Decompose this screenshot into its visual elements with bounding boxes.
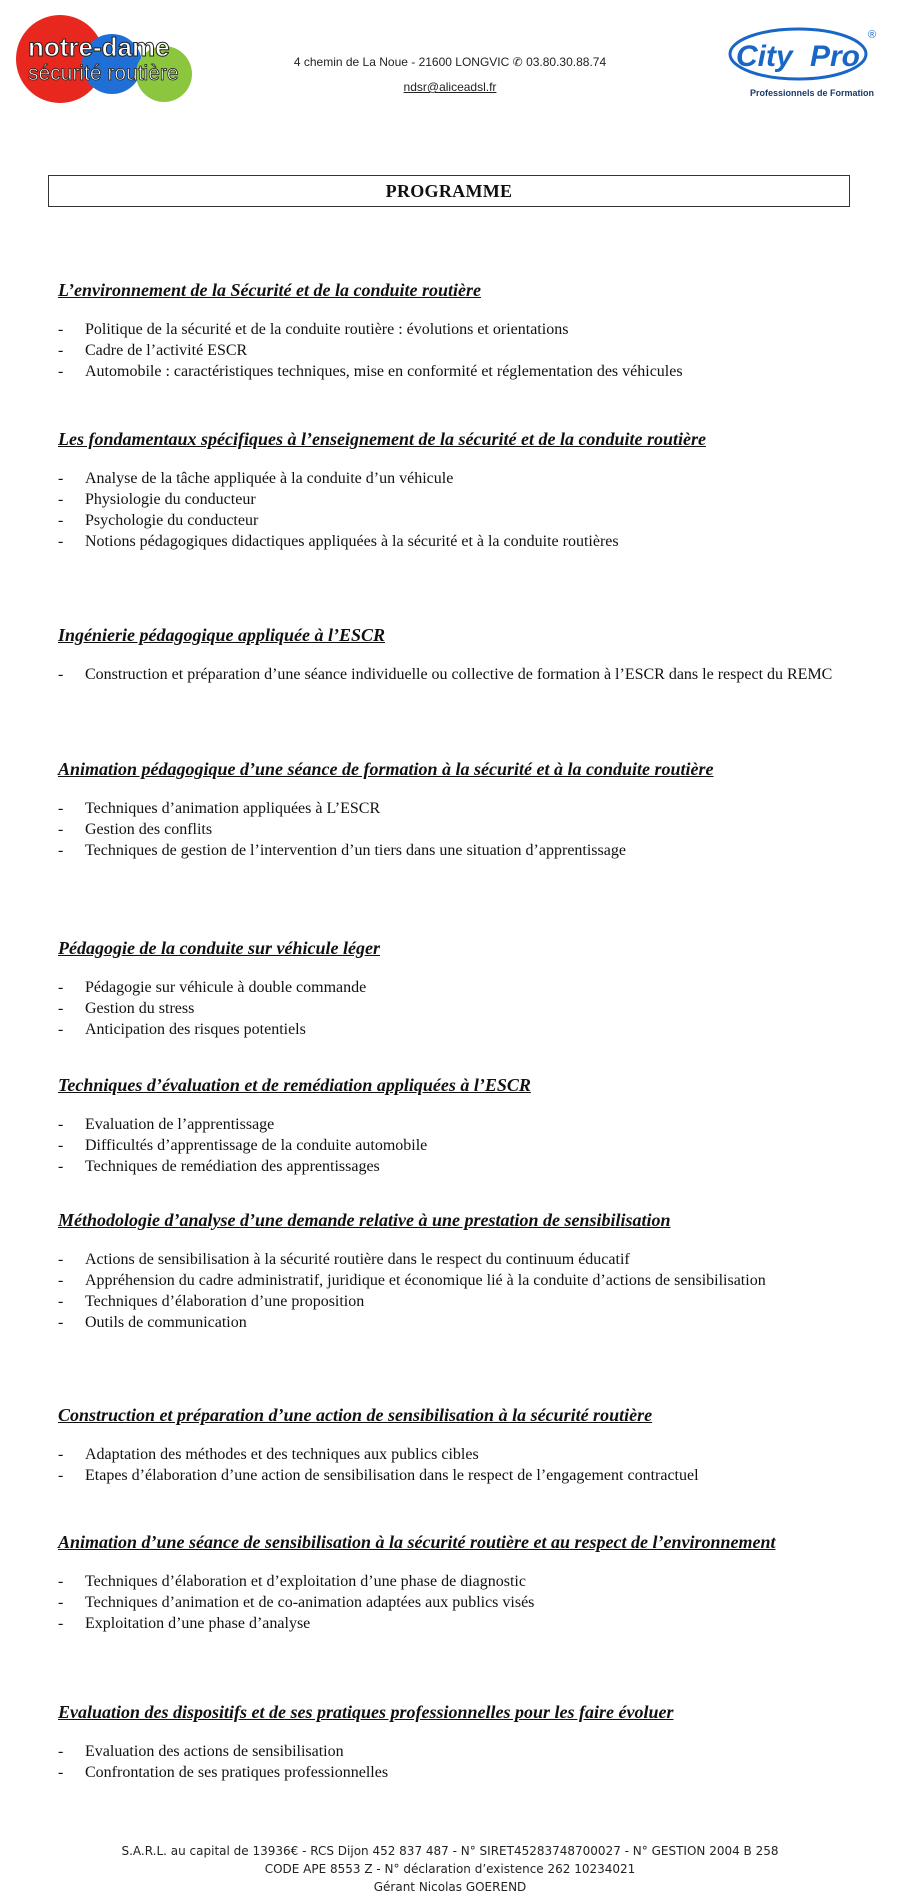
section-heading: Techniques d’évaluation et de remédiation appliquées à l’ESCR — [58, 1075, 531, 1095]
list-item: - Politique de la sécurité et de la conduite routière : évolutions et orientations — [58, 319, 848, 340]
section-1 — [58, 279, 848, 382]
brand-city: City — [736, 40, 793, 73]
section-10 — [58, 1701, 848, 1783]
section-list — [58, 1741, 848, 1783]
list-item: - Adaptation des méthodes et des techniques aux publics cibles — [58, 1444, 848, 1465]
section-heading: Les fondamentaux spécifiques à l’enseignement de la sécurité et de la conduite routière — [58, 429, 706, 449]
section-heading: Evaluation des dispositifs et de ses pratiques professionnelles pour les faire évoluer — [58, 1702, 674, 1722]
section-6 — [58, 1074, 848, 1177]
section-list — [58, 798, 848, 861]
list-item: - Techniques d’animation appliquées à L’ESCR — [58, 798, 848, 819]
section-heading: Construction et préparation d’une action de sensibilisation à la sécurité routière — [58, 1405, 653, 1425]
list-item: - Confrontation de ses pratiques professionnelles — [58, 1762, 848, 1783]
list-item: - Evaluation de l’apprentissage — [58, 1114, 848, 1135]
list-item: - Difficultés d’apprentissage de la conduite automobile — [58, 1135, 848, 1156]
phone-icon: ✆ — [512, 55, 523, 69]
list-item: - Appréhension du cadre administratif, juridique et économique lié à la conduite d’actions de sensibilisation — [58, 1270, 848, 1291]
brand-tagline: Professionnels de Formation — [750, 88, 875, 98]
list-item: - Techniques d’élaboration et d’exploitation d’une phase de diagnostic — [58, 1571, 848, 1592]
notre-dame-logo — [14, 14, 204, 104]
footer-line-1: S.A.R.L. au capital de 13936€ - RCS Dijon 452 837 487 - N° SIRET45283748700027 - N° GESTION 2004 B 258 — [121, 1844, 779, 1858]
list-item: - Anticipation des risques potentiels — [58, 1019, 848, 1040]
section-list — [58, 1249, 848, 1333]
list-item: - Pédagogie sur véhicule à double commande — [58, 977, 848, 998]
section-2 — [58, 428, 848, 552]
address: 4 chemin de La Noue - 21600 LONGVIC — [293, 55, 510, 69]
section-list — [58, 977, 848, 1040]
section-9 — [58, 1531, 848, 1634]
footer — [0, 1842, 900, 1896]
email[interactable]: ndsr@aliceadsl.fr — [403, 80, 497, 94]
page-title: PROGRAMME — [48, 175, 850, 207]
section-heading: Ingénierie pédagogique appliquée à l’ESCR — [58, 625, 386, 645]
footer-line-2: CODE APE 8553 Z - N° déclaration d’existence 262 10234021 — [264, 1862, 636, 1876]
section-7 — [58, 1209, 848, 1333]
list-item: - Actions de sensibilisation à la sécurité routière dans le respect du continuum éducatif — [58, 1249, 848, 1270]
phone: 03.80.30.88.74 — [526, 55, 607, 69]
list-item: - Techniques d’animation et de co-animation adaptées aux publics visés — [58, 1592, 848, 1613]
list-item: - Techniques de gestion de l’intervention d’un tiers dans une situation d’apprentissage — [58, 840, 848, 861]
list-item: - Exploitation d’une phase d’analyse — [58, 1613, 848, 1634]
list-item: - Construction et préparation d’une séance individuelle ou collective de formation à l’ESCR dans le respect du REMC — [58, 664, 848, 685]
brand-pro: Pro — [810, 40, 861, 73]
list-item: - Psychologie du conducteur — [58, 510, 848, 531]
list-item: - Outils de communication — [58, 1312, 848, 1333]
section-list — [58, 468, 848, 552]
section-heading: L’environnement de la Sécurité et de la conduite routière — [58, 280, 481, 300]
list-item: - Evaluation des actions de sensibilisation — [58, 1741, 848, 1762]
list-item: - Notions pédagogiques didactiques appliquées à la sécurité et à la conduite routières — [58, 531, 848, 552]
list-item: - Automobile : caractéristiques techniques, mise en conformité et réglementation des véhicules — [58, 361, 848, 382]
registered-mark: ® — [868, 29, 877, 41]
section-5 — [58, 937, 848, 1040]
section-heading: Pédagogie de la conduite sur véhicule léger — [58, 938, 380, 958]
address-line — [270, 50, 630, 75]
logo-line1: notre-dame — [28, 32, 170, 62]
list-item: - Analyse de la tâche appliquée à la conduite d’un véhicule — [58, 468, 848, 489]
list-item: - Gestion du stress — [58, 998, 848, 1019]
contact-info — [270, 50, 630, 100]
section-8 — [58, 1404, 848, 1486]
section-heading: Méthodologie d’analyse d’une demande relative à une prestation de sensibilisation — [58, 1210, 671, 1230]
section-list — [58, 664, 848, 685]
list-item: - Cadre de l’activité ESCR — [58, 340, 848, 361]
section-heading: Animation d’une séance de sensibilisation à la sécurité routière et au respect de l’environnement — [58, 1532, 776, 1552]
section-list — [58, 1444, 848, 1486]
footer-line-3: Gérant Nicolas GOEREND — [373, 1880, 527, 1894]
section-heading: Animation pédagogique d’une séance de formation à la sécurité et à la conduite routière — [58, 759, 714, 779]
list-item: - Etapes d’élaboration d’une action de sensibilisation dans le respect de l’engagement contractuel — [58, 1465, 848, 1486]
logo-line2: sécurité routière — [28, 62, 179, 85]
section-3 — [58, 624, 848, 685]
section-list — [58, 319, 848, 382]
section-list — [58, 1571, 848, 1634]
list-item: - Physiologie du conducteur — [58, 489, 848, 510]
section-list — [58, 1114, 848, 1177]
section-4 — [58, 758, 848, 861]
list-item: - Techniques de remédiation des apprentissages — [58, 1156, 848, 1177]
city-pro-logo — [728, 24, 888, 104]
list-item: - Gestion des conflits — [58, 819, 848, 840]
list-item: - Techniques d’élaboration d’une proposition — [58, 1291, 848, 1312]
